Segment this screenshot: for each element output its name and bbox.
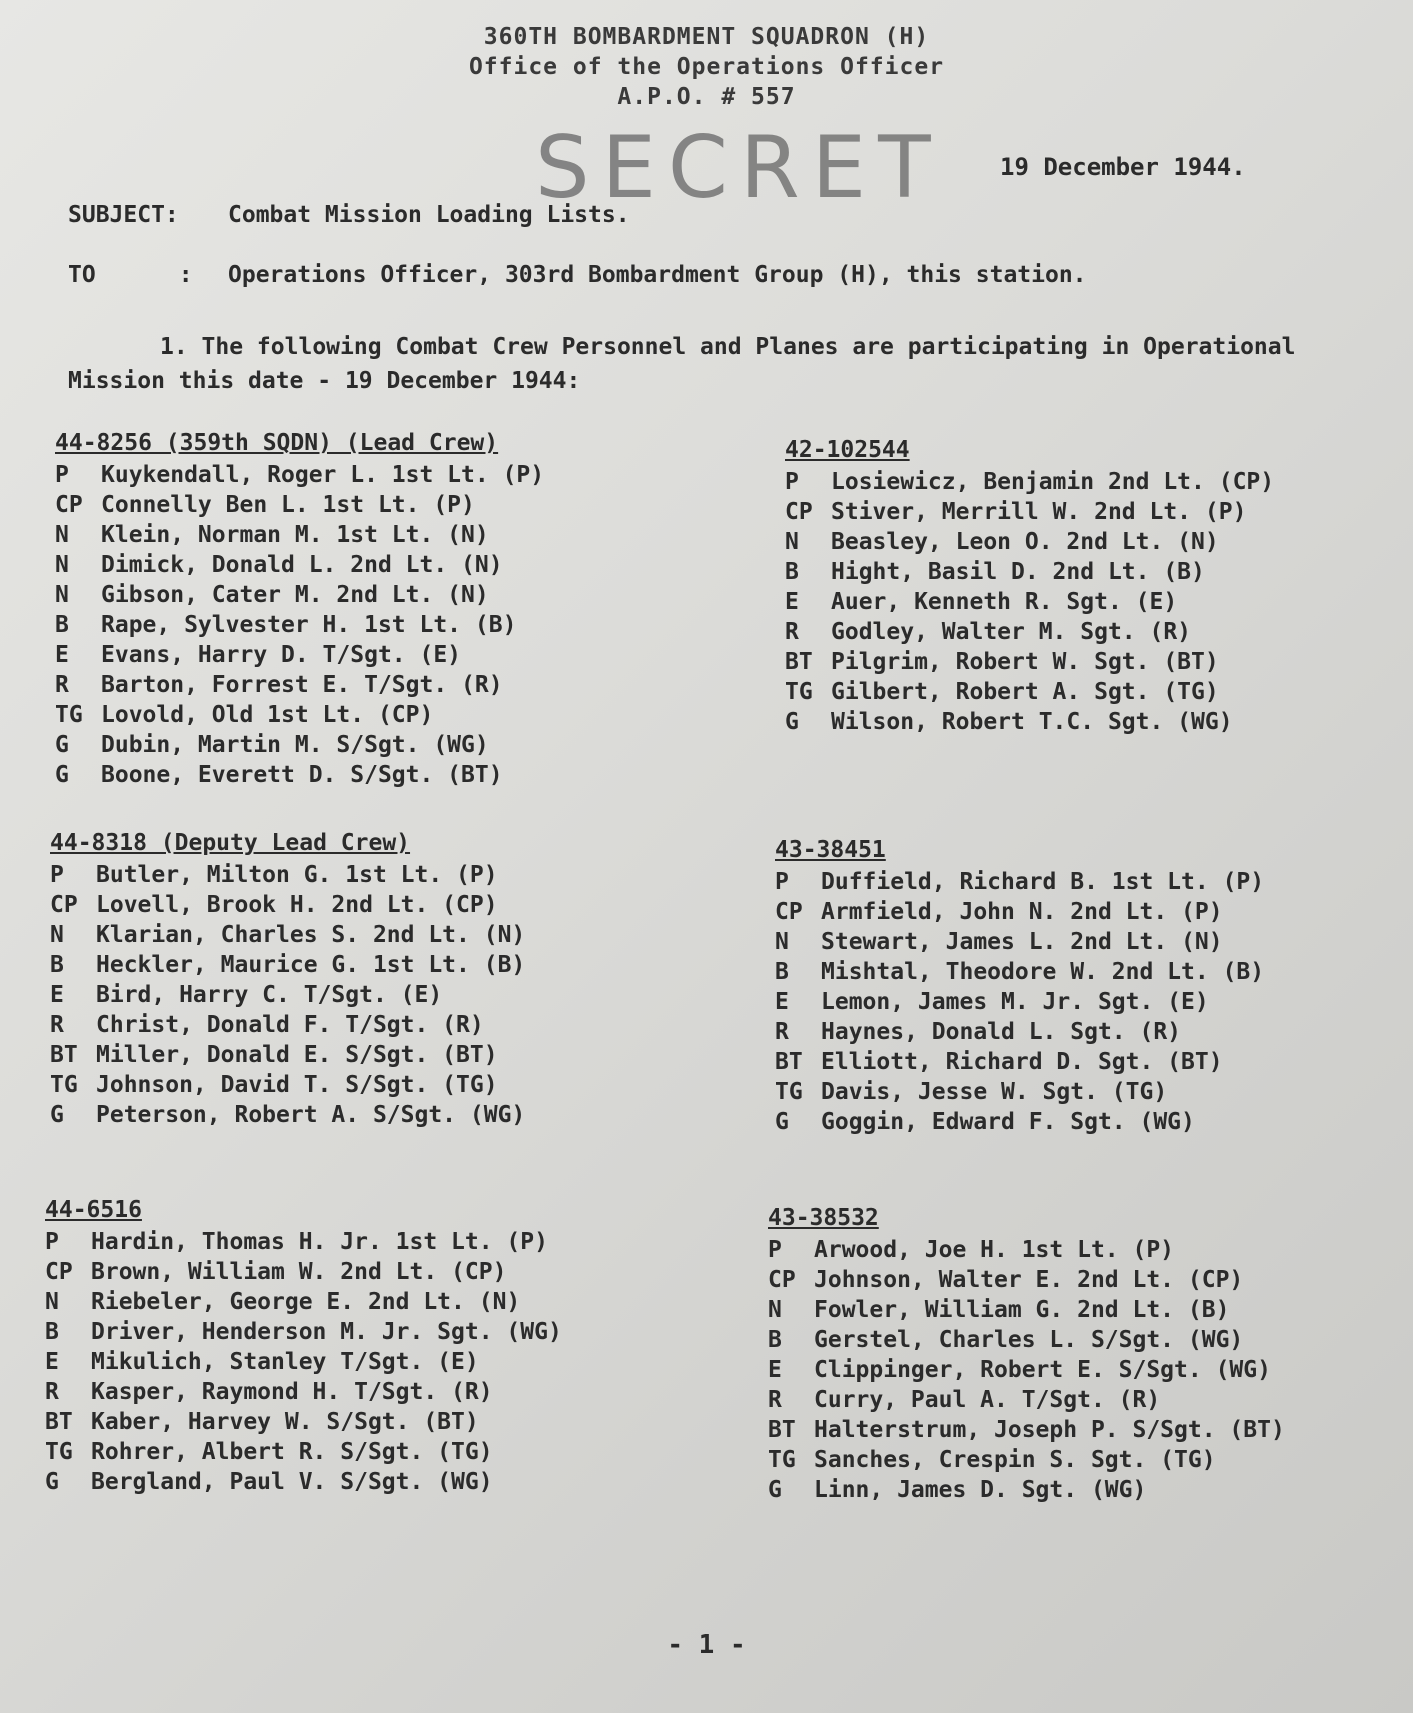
- crew-member-row: [45, 1317, 562, 1347]
- office-name: Office of the Operations Officer: [468, 54, 945, 80]
- crew-member-name: Hight, Basil D. 2nd Lt. (B): [831, 559, 1205, 585]
- crew-block: [785, 435, 1274, 737]
- crew-position: N: [45, 1289, 59, 1315]
- crew-member-row: [768, 1475, 1285, 1505]
- crew-aircraft-serial: 44-6516: [45, 1197, 142, 1223]
- crew-member-name: Armfield, John N. 2nd Lt. (P): [821, 899, 1223, 925]
- crew-member-name: Mikulich, Stanley T/Sgt. (E): [91, 1349, 479, 1375]
- crew-member-row: [785, 647, 1274, 677]
- crew-member-name: Wilson, Robert T.C. Sgt. (WG): [831, 709, 1233, 735]
- crew-member-row: [775, 927, 1264, 957]
- crew-position: B: [45, 1319, 59, 1345]
- crew-member-row: [55, 640, 544, 670]
- crew-position: CP: [55, 492, 83, 518]
- crew-position: P: [50, 862, 64, 888]
- crew-position: B: [55, 612, 69, 638]
- crew-member-row: [768, 1415, 1285, 1445]
- secret-stamp: SECRET: [535, 118, 943, 218]
- crew-member-name: Boone, Everett D. S/Sgt. (BT): [101, 762, 503, 788]
- crew-position: P: [55, 462, 69, 488]
- crew-member-name: Goggin, Edward F. Sgt. (WG): [821, 1109, 1195, 1135]
- crew-position: R: [45, 1379, 59, 1405]
- crew-position: R: [50, 1012, 64, 1038]
- crew-member-name: Johnson, Walter E. 2nd Lt. (CP): [814, 1267, 1244, 1293]
- crew-member-row: [775, 1047, 1264, 1077]
- crew-member-row: [785, 527, 1274, 557]
- crew-position: BT: [785, 649, 813, 675]
- crew-position: G: [55, 732, 69, 758]
- crew-member-name: Stewart, James L. 2nd Lt. (N): [821, 929, 1223, 955]
- crew-member-name: Halterstrum, Joseph P. S/Sgt. (BT): [814, 1417, 1285, 1443]
- crew-position: R: [768, 1387, 782, 1413]
- crew-member-row: [50, 860, 525, 890]
- apo-number: A.P.O. # 557: [617, 84, 796, 110]
- subject-label: SUBJECT:: [68, 202, 179, 228]
- crew-member-name: Beasley, Leon O. 2nd Lt. (N): [831, 529, 1219, 555]
- crew-position: B: [768, 1327, 782, 1353]
- crew-position: G: [775, 1109, 789, 1135]
- crew-position: E: [775, 989, 789, 1015]
- crew-member-name: Arwood, Joe H. 1st Lt. (P): [814, 1237, 1175, 1263]
- crew-member-row: [768, 1445, 1285, 1475]
- document-date: 19 December 1944.: [1000, 153, 1246, 181]
- crew-member-name: Butler, Milton G. 1st Lt. (P): [96, 862, 498, 888]
- crew-position: E: [768, 1357, 782, 1383]
- crew-position: CP: [775, 899, 803, 925]
- to-text: Operations Officer, 303rd Bombardment Group (H), this station.: [228, 262, 1087, 288]
- crew-member-name: Kasper, Raymond H. T/Sgt. (R): [91, 1379, 493, 1405]
- crew-position: E: [55, 642, 69, 668]
- crew-member-row: [55, 550, 544, 580]
- crew-member-name: Barton, Forrest E. T/Sgt. (R): [101, 672, 503, 698]
- crew-member-name: Christ, Donald F. T/Sgt. (R): [96, 1012, 484, 1038]
- crew-member-row: [55, 760, 544, 790]
- crew-member-row: [55, 610, 544, 640]
- crew-aircraft-serial: 43-38532: [768, 1205, 879, 1231]
- crew-position: P: [785, 469, 799, 495]
- crew-member-row: [785, 467, 1274, 497]
- crew-member-name: Lemon, James M. Jr. Sgt. (E): [821, 989, 1209, 1015]
- crew-member-name: Brown, William W. 2nd Lt. (CP): [91, 1259, 507, 1285]
- crew-member-name: Miller, Donald E. S/Sgt. (BT): [96, 1042, 498, 1068]
- crew-member-row: [768, 1265, 1285, 1295]
- crew-member-row: [50, 920, 525, 950]
- crew-position: B: [775, 959, 789, 985]
- crew-position: N: [785, 529, 799, 555]
- crew-block: [768, 1203, 1285, 1505]
- crew-position: TG: [45, 1439, 73, 1465]
- crew-position: R: [785, 619, 799, 645]
- crew-position: R: [55, 672, 69, 698]
- crew-member-name: Stiver, Merrill W. 2nd Lt. (P): [831, 499, 1247, 525]
- crew-position: E: [785, 589, 799, 615]
- crew-member-name: Dimick, Donald L. 2nd Lt. (N): [101, 552, 503, 578]
- crew-member-name: Peterson, Robert A. S/Sgt. (WG): [96, 1102, 526, 1128]
- crew-member-name: Klarian, Charles S. 2nd Lt. (N): [96, 922, 526, 948]
- crew-position: E: [45, 1349, 59, 1375]
- crew-position: BT: [775, 1049, 803, 1075]
- crew-member-row: [785, 587, 1274, 617]
- crew-member-row: [775, 867, 1264, 897]
- crew-member-name: Riebeler, George E. 2nd Lt. (N): [91, 1289, 521, 1315]
- crew-member-name: Curry, Paul A. T/Sgt. (R): [814, 1387, 1161, 1413]
- crew-position: B: [785, 559, 799, 585]
- crew-member-name: Dubin, Martin M. S/Sgt. (WG): [101, 732, 489, 758]
- crew-member-row: [785, 557, 1274, 587]
- crew-member-row: [55, 490, 544, 520]
- crew-member-name: Johnson, David T. S/Sgt. (TG): [96, 1072, 498, 1098]
- crew-member-row: [55, 670, 544, 700]
- crew-position: BT: [768, 1417, 796, 1443]
- crew-block: [55, 428, 544, 790]
- crew-position: N: [768, 1297, 782, 1323]
- crew-member-row: [45, 1257, 562, 1287]
- crew-position: P: [45, 1229, 59, 1255]
- crew-member-name: Kaber, Harvey W. S/Sgt. (BT): [91, 1409, 479, 1435]
- crew-position: G: [55, 762, 69, 788]
- crew-position: CP: [45, 1259, 73, 1285]
- crew-member-row: [45, 1347, 562, 1377]
- crew-position: N: [775, 929, 789, 955]
- letterhead: [0, 22, 1413, 112]
- crew-position: N: [50, 922, 64, 948]
- crew-member-row: [768, 1385, 1285, 1415]
- crew-position: E: [50, 982, 64, 1008]
- crew-member-row: [775, 1107, 1264, 1137]
- crew-member-row: [55, 700, 544, 730]
- crew-member-row: [768, 1325, 1285, 1355]
- crew-member-row: [45, 1467, 562, 1497]
- crew-member-name: Fowler, William G. 2nd Lt. (B): [814, 1297, 1230, 1323]
- crew-member-row: [50, 1070, 525, 1100]
- crew-member-row: [785, 497, 1274, 527]
- crew-member-row: [50, 950, 525, 980]
- page-number: - 1 -: [667, 1630, 746, 1660]
- crew-position: N: [55, 582, 69, 608]
- crew-member-name: Rohrer, Albert R. S/Sgt. (TG): [91, 1439, 493, 1465]
- intro-paragraph-text: 1. The following Combat Crew Personnel and Planes are participating in Operational Mission this date - 19 December 1944:: [68, 334, 1296, 394]
- crew-block: [45, 1195, 562, 1497]
- crew-member-name: Sanches, Crespin S. Sgt. (TG): [814, 1447, 1216, 1473]
- crew-member-row: [45, 1437, 562, 1467]
- crew-member-name: Linn, James D. Sgt. (WG): [814, 1477, 1147, 1503]
- crew-position: BT: [45, 1409, 73, 1435]
- crew-member-name: Gilbert, Robert A. Sgt. (TG): [831, 679, 1219, 705]
- crew-member-row: [775, 1077, 1264, 1107]
- to-label: TO :: [68, 262, 193, 288]
- crew-member-name: Auer, Kenneth R. Sgt. (E): [831, 589, 1178, 615]
- crew-member-row: [768, 1295, 1285, 1325]
- crew-member-row: [55, 730, 544, 760]
- crew-member-name: Connelly Ben L. 1st Lt. (P): [101, 492, 475, 518]
- crew-position: TG: [55, 702, 83, 728]
- crew-member-row: [785, 617, 1274, 647]
- crew-position: N: [55, 552, 69, 578]
- crew-position: R: [775, 1019, 789, 1045]
- unit-name: 360TH BOMBARDMENT SQUADRON (H): [483, 24, 930, 50]
- crew-position: TG: [50, 1072, 78, 1098]
- crew-member-name: Rape, Sylvester H. 1st Lt. (B): [101, 612, 517, 638]
- crew-position: CP: [50, 892, 78, 918]
- crew-aircraft-serial: 44-8318 (Deputy Lead Crew): [50, 830, 411, 856]
- crew-member-name: Mishtal, Theodore W. 2nd Lt. (B): [821, 959, 1265, 985]
- crew-member-row: [55, 520, 544, 550]
- crew-member-name: Haynes, Donald L. Sgt. (R): [821, 1019, 1182, 1045]
- crew-position: BT: [50, 1042, 78, 1068]
- crew-member-row: [775, 987, 1264, 1017]
- crew-member-row: [45, 1377, 562, 1407]
- crew-member-row: [50, 1010, 525, 1040]
- crew-position: TG: [768, 1447, 796, 1473]
- crew-position: B: [50, 952, 64, 978]
- crew-member-name: Lovold, Old 1st Lt. (CP): [101, 702, 434, 728]
- crew-member-name: Pilgrim, Robert W. Sgt. (BT): [831, 649, 1219, 675]
- crew-aircraft-serial: 44-8256 (359th SQDN) (Lead Crew): [55, 430, 499, 456]
- crew-position: CP: [785, 499, 813, 525]
- crew-member-row: [775, 1017, 1264, 1047]
- crew-member-name: Gibson, Cater M. 2nd Lt. (N): [101, 582, 489, 608]
- intro-paragraph: [68, 330, 1318, 398]
- crew-member-row: [775, 957, 1264, 987]
- crew-member-row: [775, 897, 1264, 927]
- crew-member-name: Kuykendall, Roger L. 1st Lt. (P): [101, 462, 545, 488]
- crew-member-name: Losiewicz, Benjamin 2nd Lt. (CP): [831, 469, 1275, 495]
- crew-member-name: Bird, Harry C. T/Sgt. (E): [96, 982, 443, 1008]
- crew-aircraft-serial: 42-102544: [785, 437, 910, 463]
- crew-position: G: [785, 709, 799, 735]
- crew-position: P: [775, 869, 789, 895]
- crew-position: P: [768, 1237, 782, 1263]
- crew-member-name: Klein, Norman M. 1st Lt. (N): [101, 522, 489, 548]
- crew-block: [775, 835, 1264, 1137]
- crew-member-row: [55, 580, 544, 610]
- crew-member-row: [55, 460, 544, 490]
- crew-position: G: [45, 1469, 59, 1495]
- crew-block: [50, 828, 525, 1130]
- subject-line: [68, 202, 630, 228]
- crew-position: N: [55, 522, 69, 548]
- crew-member-row: [768, 1355, 1285, 1385]
- crew-member-name: Davis, Jesse W. Sgt. (TG): [821, 1079, 1168, 1105]
- crew-position: G: [50, 1102, 64, 1128]
- crew-member-row: [45, 1227, 562, 1257]
- subject-text: Combat Mission Loading Lists.: [228, 202, 630, 228]
- to-line: [68, 262, 1087, 288]
- crew-member-name: Lovell, Brook H. 2nd Lt. (CP): [96, 892, 498, 918]
- crew-member-row: [50, 980, 525, 1010]
- crew-position: CP: [768, 1267, 796, 1293]
- crew-member-name: Gerstel, Charles L. S/Sgt. (WG): [814, 1327, 1244, 1353]
- crew-member-name: Duffield, Richard B. 1st Lt. (P): [821, 869, 1265, 895]
- crew-member-name: Bergland, Paul V. S/Sgt. (WG): [91, 1469, 493, 1495]
- crew-member-row: [45, 1287, 562, 1317]
- crew-member-name: Evans, Harry D. T/Sgt. (E): [101, 642, 462, 668]
- crew-member-row: [45, 1407, 562, 1437]
- crew-member-name: Godley, Walter M. Sgt. (R): [831, 619, 1192, 645]
- crew-member-row: [50, 1040, 525, 1070]
- crew-member-name: Heckler, Maurice G. 1st Lt. (B): [96, 952, 526, 978]
- crew-member-name: Hardin, Thomas H. Jr. 1st Lt. (P): [91, 1229, 548, 1255]
- crew-position: TG: [785, 679, 813, 705]
- crew-member-name: Driver, Henderson M. Jr. Sgt. (WG): [91, 1319, 562, 1345]
- crew-member-name: Clippinger, Robert E. S/Sgt. (WG): [814, 1357, 1271, 1383]
- crew-member-row: [785, 707, 1274, 737]
- crew-position: G: [768, 1477, 782, 1503]
- crew-aircraft-serial: 43-38451: [775, 837, 886, 863]
- crew-member-row: [50, 1100, 525, 1130]
- crew-member-row: [50, 890, 525, 920]
- crew-member-name: Elliott, Richard D. Sgt. (BT): [821, 1049, 1223, 1075]
- crew-position: TG: [775, 1079, 803, 1105]
- crew-member-row: [785, 677, 1274, 707]
- crew-member-row: [768, 1235, 1285, 1265]
